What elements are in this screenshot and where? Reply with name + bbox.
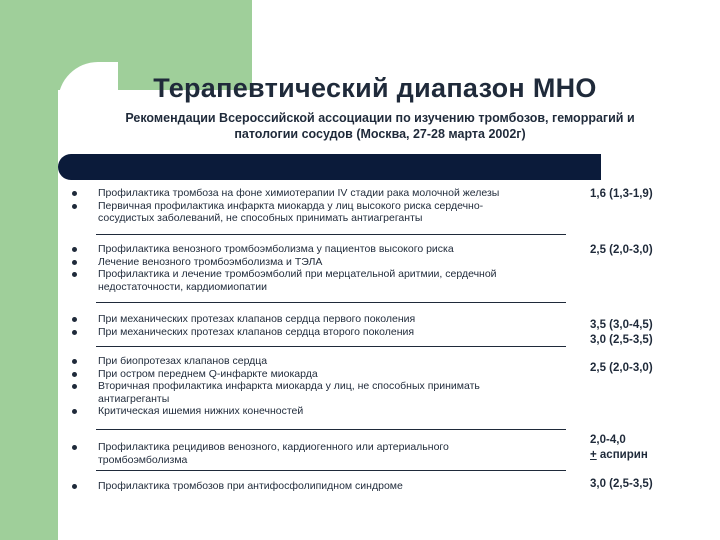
subtitle-line: патологии сосудов (Москва, 27-28 марта 2002г): [234, 127, 526, 141]
list-item-continuation: тромбоэмболизма: [98, 453, 188, 466]
group-divider: [96, 302, 566, 303]
bullet-icon: [72, 247, 77, 252]
bullet-icon: [72, 384, 77, 389]
inr-range-value: 3,0 (2,5-3,5): [590, 334, 653, 346]
group-divider: [96, 346, 566, 347]
inr-range-value-note: + аспирин: [590, 449, 648, 461]
group-divider: [96, 234, 566, 235]
list-item: При биопротезах клапанов сердца: [62, 355, 572, 368]
decorative-green-bar: [0, 0, 58, 540]
bullet-icon: [72, 317, 77, 322]
list-item: Профилактика тромбоза на фоне химиотерапии IV стадии рака молочной железы: [62, 187, 572, 200]
bullet-icon: [72, 484, 77, 489]
bullet-icon: [72, 359, 77, 364]
list-item: Вторичная профилактика инфаркта миокарда у лиц, не способных принимать: [62, 380, 572, 393]
bullet-icon: [72, 204, 77, 209]
slide-title: Терапевтический диапазон МНО: [153, 73, 597, 103]
list-item: Критическая ишемия нижних конечностей: [62, 405, 572, 418]
bullet-icon: [72, 191, 77, 196]
bullet-icon: [72, 372, 77, 377]
recommendation-group-1: [62, 187, 572, 225]
inr-range-value: 3,0 (2,5-3,5): [590, 478, 653, 490]
plus-sign: +: [590, 449, 597, 461]
bullet-icon: [72, 260, 77, 265]
list-item: Профилактика венозного тромбоэмболизма у пациентов высокого риска: [62, 243, 572, 256]
list-item-continuation: антиагреганты: [98, 392, 170, 405]
inr-range-value-group: [590, 433, 700, 463]
list-item: При механических протезах клапанов сердца второго поколения: [62, 326, 572, 339]
recommendation-group-6: [62, 480, 572, 493]
inr-range-value: 1,6 (1,3-1,9): [590, 188, 653, 200]
decorative-navy-band: [58, 154, 601, 180]
bullet-icon: [72, 330, 77, 335]
list-item: Первичная профилактика инфаркта миокарда у лиц высокого риска сердечно-: [62, 200, 572, 213]
slide-subtitle: [80, 110, 680, 142]
bullet-icon: [72, 409, 77, 414]
inr-range-value: 3,5 (3,0-4,5): [590, 319, 653, 331]
list-item: При остром переднем Q-инфаркте миокарда: [62, 368, 572, 381]
bullet-icon: [72, 445, 77, 450]
list-item-continuation: сосудистых заболеваний, не способных принимать антиагреганты: [98, 212, 423, 224]
inr-range-value-group: [590, 318, 700, 348]
inr-range-value: 2,5 (2,0-3,0): [590, 362, 653, 374]
recommendation-group-3: [62, 313, 572, 338]
list-item: Лечение венозного тромбоэмболизма и ТЭЛА: [62, 256, 572, 269]
subtitle-line: Рекомендации Всероссийской ассоциации по изучению тромбозов, геморрагий и: [125, 111, 635, 125]
list-item: Профилактика тромбозов при антифосфолипидном синдроме: [62, 480, 572, 493]
bullet-icon: [72, 272, 77, 277]
recommendation-group-2: [62, 243, 572, 293]
recommendation-group-4: [62, 355, 572, 418]
list-item: При механических протезах клапанов сердца первого поколения: [62, 313, 572, 326]
list-item: Профилактика и лечение тромбоэмболий при мерцательной аритмии, сердечной: [62, 268, 572, 281]
inr-range-value: 2,5 (2,0-3,0): [590, 244, 653, 256]
list-item-continuation: недостаточности, кардиомиопатии: [98, 280, 267, 293]
group-divider: [96, 470, 566, 471]
list-item: Профилактика рецидивов венозного, кардиогенного или артериального: [62, 441, 572, 454]
recommendation-group-5: [62, 441, 572, 466]
group-divider: [96, 429, 566, 430]
inr-range-value: 2,0-4,0: [590, 434, 626, 446]
